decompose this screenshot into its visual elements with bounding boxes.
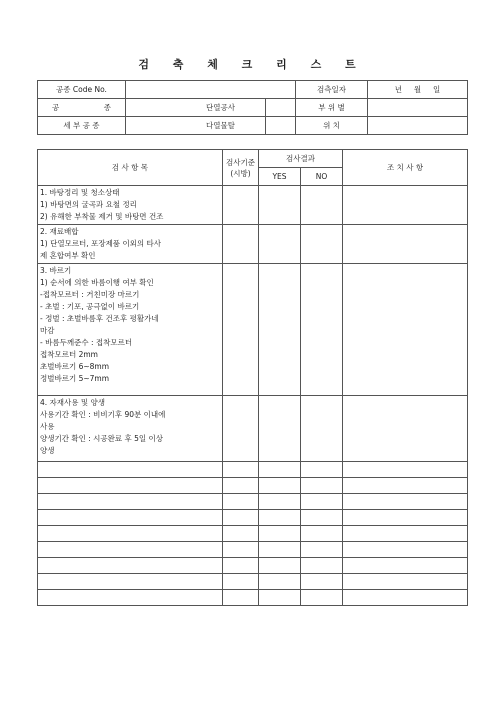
work-value-ext	[266, 99, 296, 117]
item-line: 초벌바르기 6~8mm	[40, 362, 110, 371]
work-label: 공 종	[38, 99, 126, 117]
code-label: 공종 Code No.	[38, 81, 126, 99]
part-label: 부 위 별	[296, 99, 368, 117]
item-line: 제 혼합여부 확인	[40, 251, 96, 260]
table-row	[38, 526, 468, 542]
date-value: 년 월 일	[368, 81, 468, 99]
item-line: 양생기간 확인 : 시공완료 후 5일 이상	[40, 434, 164, 443]
section-1	[38, 186, 223, 225]
document-title: 검 축 체 크 리 스 트	[138, 58, 366, 71]
item-line: 2. 재료배합	[40, 227, 79, 236]
item-line: 4. 자재사용 및 양생	[40, 398, 106, 407]
item-line: 정벌바르기 5~7mm	[40, 374, 110, 383]
table-row	[38, 494, 468, 510]
work-value: 단열공사	[126, 99, 266, 117]
col-action: 조 치 사 항	[343, 150, 468, 186]
detail-value-ext	[266, 117, 296, 135]
table-row	[38, 478, 468, 494]
item-line: 사용	[40, 422, 55, 431]
table-row	[38, 574, 468, 590]
col-no: NO	[301, 168, 343, 186]
date-label: 검측일자	[296, 81, 368, 99]
code-value	[126, 81, 296, 99]
inspection-table	[37, 149, 468, 606]
header-table	[37, 80, 468, 135]
loc-label: 위 치	[296, 117, 368, 135]
item-line: - 정벌 : 초벌바름후 건조후 평활가네	[40, 314, 159, 323]
col-item: 검 사 항 목	[38, 150, 223, 186]
table-row	[38, 396, 468, 462]
table-row	[38, 542, 468, 558]
item-line: 1. 바탕정리 및 청소상태	[40, 188, 120, 197]
section-2	[38, 225, 223, 264]
criteria-line1: 검사기준	[226, 157, 255, 167]
item-line: 양생	[40, 446, 55, 455]
table-row	[38, 264, 468, 396]
loc-value	[368, 117, 468, 135]
col-yes: YES	[259, 168, 301, 186]
table-row	[38, 558, 468, 574]
item-line: 3. 바르기	[40, 266, 72, 275]
table-row	[38, 225, 468, 264]
item-line: -접착모르터 : 거친미장 마르기	[40, 290, 140, 299]
part-value	[368, 99, 468, 117]
table-row	[38, 462, 468, 478]
item-line: 1) 바탕면의 굴곡과 요철 정리	[40, 200, 137, 209]
detail-value: 다열물탈	[126, 117, 266, 135]
table-row	[38, 510, 468, 526]
item-line: - 초벌 : 기포, 공극없이 바르기	[40, 302, 140, 311]
item-line: 마감	[40, 326, 55, 335]
item-line: 1) 순서에 의한 바름이행 여부 확인	[40, 278, 154, 287]
table-row	[38, 590, 468, 606]
item-line: 2) 유해한 부착물 제거 및 바탕면 건조	[40, 212, 164, 221]
item-line: 1) 단열모르터, 포장제품 이외의 타사	[40, 239, 162, 248]
detail-label: 세 부 공 종	[38, 117, 126, 135]
criteria-line2: (시방)	[230, 168, 251, 178]
table-row	[38, 186, 468, 225]
item-line: 접착모르터 2mm	[40, 350, 98, 359]
section-4	[38, 396, 223, 462]
item-line: - 바름두께준수 : 접착모르터	[40, 338, 133, 347]
col-criteria	[223, 150, 259, 186]
item-line: 사용기간 확인 : 비비기후 90분 이내에	[40, 410, 166, 419]
col-result: 검사결과	[259, 150, 343, 168]
section-3	[38, 264, 223, 396]
